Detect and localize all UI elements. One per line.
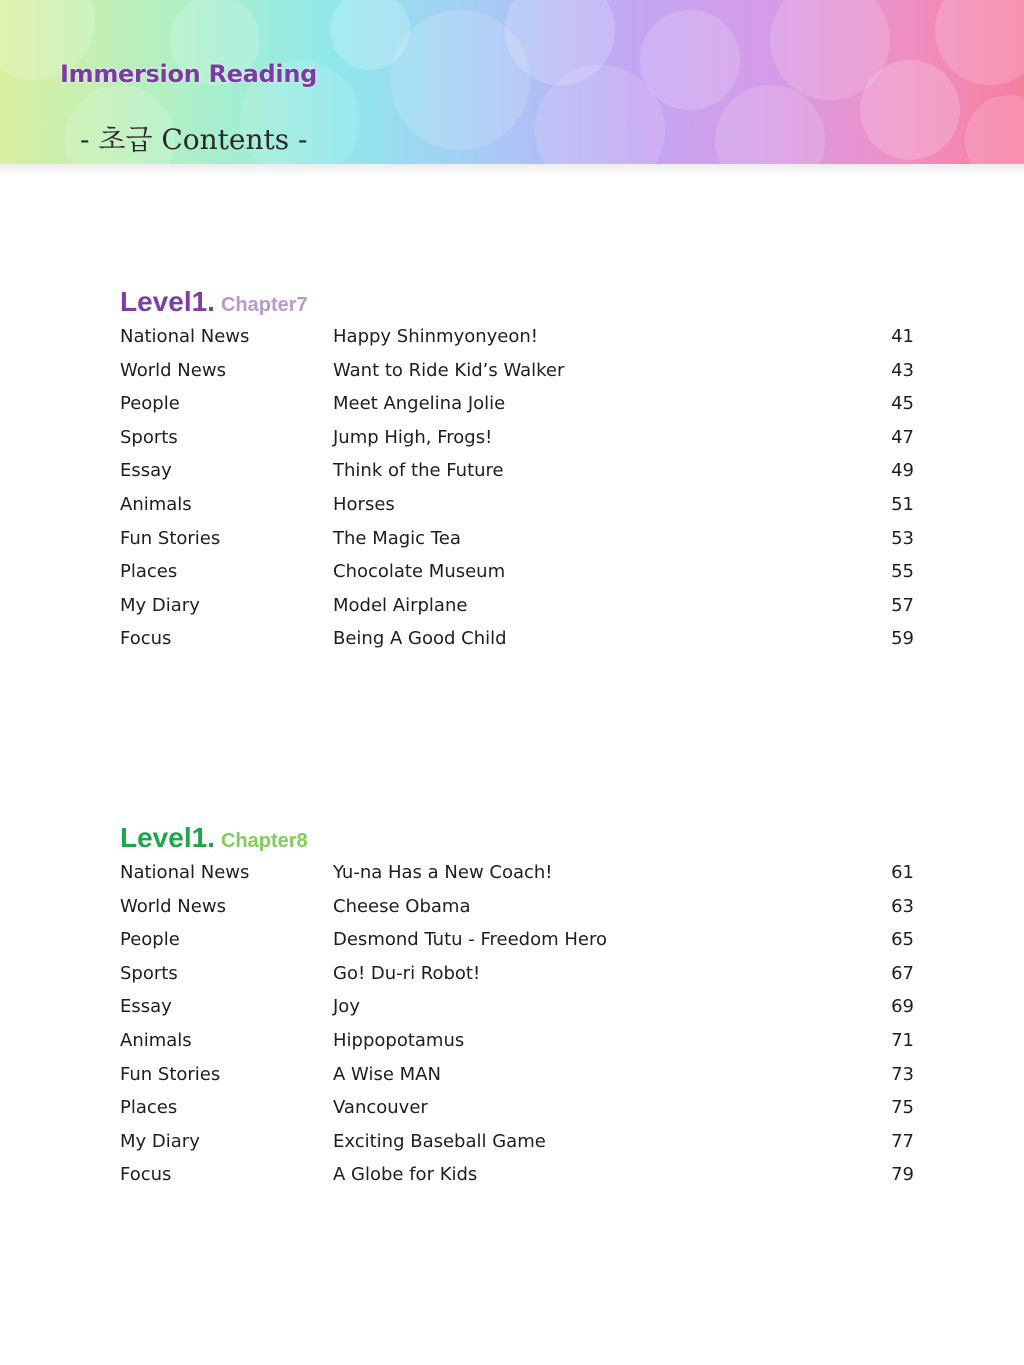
toc-category: Focus — [120, 628, 172, 650]
toc-category: World News — [120, 895, 226, 917]
toc-title: Yu-na Has a New Coach! — [333, 862, 553, 883]
brand-logo-text: Immersion Reading — [60, 60, 318, 88]
toc-title: Joy — [333, 996, 360, 1018]
toc-title: Hippopotamus — [333, 1029, 465, 1051]
toc-row — [120, 387, 920, 421]
toc-row — [120, 320, 920, 354]
toc-category: Focus — [120, 1164, 172, 1186]
toc-page-number: 43 — [891, 359, 914, 381]
toc-page-number: 63 — [891, 895, 914, 917]
toc-row — [120, 354, 920, 388]
toc-row — [120, 522, 920, 556]
toc-title: Chocolate Museum — [333, 561, 506, 583]
toc-page-number: 69 — [891, 996, 914, 1018]
toc-title: Exciting Baseball Game — [333, 1130, 546, 1152]
toc-title: Want to Ride Kid’s Walker — [333, 359, 565, 381]
toc-page-number: 59 — [891, 628, 914, 650]
toc-row — [120, 555, 920, 589]
toc-category: People — [120, 393, 180, 415]
toc-row — [120, 957, 920, 991]
toc-page-number: 47 — [891, 426, 914, 448]
section-heading — [120, 284, 920, 320]
toc-page-number: 45 — [891, 393, 914, 415]
toc-title: Happy Shinmyonyeon! — [333, 326, 539, 347]
toc-title: Go! Du-ri Robot! — [333, 962, 481, 984]
toc-category: National News — [120, 326, 250, 347]
level-label: Level1. — [120, 822, 215, 853]
toc-row — [120, 890, 920, 924]
toc-title: The Magic Tea — [333, 527, 461, 549]
toc-title: Horses — [333, 493, 395, 515]
toc-title: A Wise MAN — [333, 1063, 441, 1085]
toc-row — [120, 488, 920, 522]
toc-row — [120, 1158, 920, 1192]
toc-title: A Globe for Kids — [333, 1164, 478, 1186]
toc-category: Essay — [120, 460, 172, 482]
toc-page-number: 51 — [891, 493, 914, 515]
toc-page-number: 79 — [891, 1164, 914, 1186]
toc-section-chapter7 — [120, 284, 920, 656]
toc-title: Vancouver — [333, 1097, 428, 1119]
toc-row — [120, 622, 920, 656]
toc-title: Being A Good Child — [333, 628, 507, 650]
toc-row — [120, 1125, 920, 1159]
toc-page-number: 49 — [891, 460, 914, 482]
toc-row — [120, 856, 920, 890]
toc-category: Fun Stories — [120, 1063, 221, 1085]
toc-category: Sports — [120, 426, 178, 448]
toc-category: Places — [120, 561, 178, 583]
toc-row — [120, 1058, 920, 1092]
toc-category: Fun Stories — [120, 527, 221, 549]
toc-page-number: 67 — [891, 962, 914, 984]
banner-shadow — [0, 164, 1024, 176]
toc-page-number: 55 — [891, 561, 914, 583]
toc-row — [120, 1024, 920, 1058]
toc-title: Meet Angelina Jolie — [333, 393, 506, 415]
toc-row — [120, 589, 920, 623]
toc-page-number: 73 — [891, 1063, 914, 1085]
toc-row — [120, 923, 920, 957]
toc-row — [120, 1091, 920, 1125]
toc-page-number: 57 — [891, 594, 914, 616]
toc-page-number: 61 — [891, 862, 914, 883]
toc-section-chapter8 — [120, 820, 920, 1192]
toc-title: Think of the Future — [333, 460, 504, 482]
toc-page-number: 41 — [891, 326, 914, 347]
toc-title: Desmond Tutu - Freedom Hero — [333, 929, 608, 951]
chapter-label: Chapter7 — [220, 294, 308, 316]
toc-category: Animals — [120, 1029, 192, 1051]
chapter-label: Chapter8 — [220, 830, 308, 852]
toc-category: My Diary — [120, 1130, 200, 1152]
toc-page-number: 71 — [891, 1029, 914, 1051]
toc-title: Cheese Obama — [333, 895, 471, 917]
toc-page-number: 77 — [891, 1130, 914, 1152]
toc-category: National News — [120, 862, 250, 883]
toc-row — [120, 421, 920, 455]
section-heading — [120, 820, 920, 856]
toc-category: Sports — [120, 962, 178, 984]
page-title: - 초급 Contents - — [80, 123, 308, 156]
toc-list — [120, 320, 920, 656]
toc-page-number: 75 — [891, 1097, 914, 1119]
toc-category: World News — [120, 359, 226, 381]
toc-category: People — [120, 929, 180, 951]
toc-category: My Diary — [120, 594, 200, 616]
toc-title: Model Airplane — [333, 594, 468, 616]
level-label: Level1. — [120, 286, 215, 317]
toc-category: Places — [120, 1097, 178, 1119]
toc-category: Essay — [120, 996, 172, 1018]
toc-page-number: 53 — [891, 527, 914, 549]
toc-title: Jump High, Frogs! — [333, 426, 493, 448]
header-banner — [0, 0, 1024, 164]
toc-row — [120, 454, 920, 488]
toc-list — [120, 856, 920, 1192]
toc-category: Animals — [120, 493, 192, 515]
toc-row — [120, 990, 920, 1024]
toc-page-number: 65 — [891, 929, 914, 951]
